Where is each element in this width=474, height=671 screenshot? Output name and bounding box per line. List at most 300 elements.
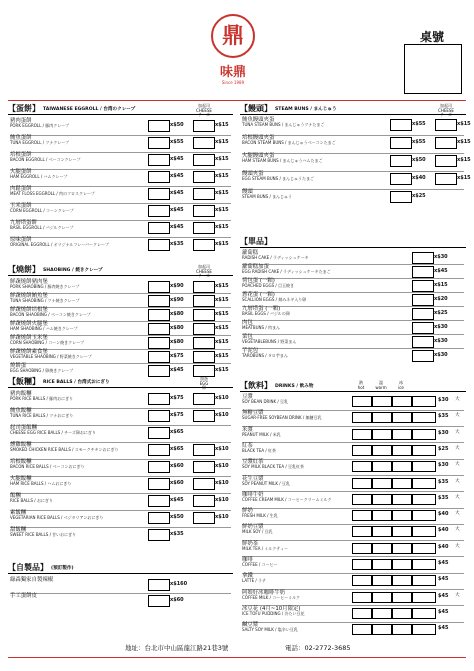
quantity-box[interactable] [148,595,170,607]
extra-price: x$15 [215,190,229,196]
item-price: x$45 [170,190,184,196]
item-name: 饅頭夾蛋 [242,171,264,177]
drink-item [240,410,466,426]
temperature-quantity-box[interactable] [392,592,412,603]
footer-phone: 電話：02-2772-3685 [285,644,351,652]
quantity-box[interactable] [390,155,412,167]
menu-item [8,493,233,510]
item-name-en: BACON EGGROLL / ベーコンクレープ [10,157,81,162]
quantity-box[interactable] [148,512,170,524]
drink-item [240,590,466,606]
item-price: x$45 [170,173,184,179]
item-price: x$60 [170,597,184,603]
menu-item [8,293,233,307]
item-name-en: BASIL EGGROLL / バジルクレープ [10,225,74,230]
quantity-box[interactable] [412,252,434,264]
item-name-en: PORK RICE BALLS / 豚肉おにぎり [10,396,74,401]
temperature-quantity-box[interactable] [352,624,372,635]
extra-quantity-box[interactable] [193,495,215,507]
extra-quantity-box[interactable] [193,205,215,217]
item-price: $45 [438,608,449,615]
item-name: 火腿饅頭夾蛋 [242,153,275,159]
extra-price: x$10 [215,514,229,520]
extra-quantity-box[interactable] [435,119,457,131]
extra-quantity-box[interactable] [193,222,215,234]
size-label: 大 [455,478,460,484]
item-price: x$45 [170,207,184,213]
item-price: $30 [438,462,449,469]
section-subtitle: (預訂製作) [51,565,74,571]
extra-quantity-box[interactable] [193,281,215,293]
temperature-quantity-box[interactable] [392,461,412,472]
item-name-en: COFFEE CREAM MILK / コーヒークリームミルク [242,496,332,502]
quantity-box[interactable] [148,120,170,132]
quantity-box[interactable] [412,543,436,554]
item-name: 飯糰 [10,493,21,499]
item-price: x$80 [170,325,184,331]
item-price: x$35 [170,531,184,537]
item-name-en: EGG SHAOBING / 卵焼きクレープ [10,368,74,373]
item-name: 手工蛋餅皮 [10,593,37,599]
temperature-header [392,381,410,390]
menu-item [8,118,233,135]
item-price: $25 [438,445,449,452]
item-price: x$80 [170,339,184,345]
quantity-box[interactable] [412,592,436,603]
footer-address: 地址：台北市中山區龍江路21巷3號 [125,644,229,652]
extra-quantity-box[interactable] [435,137,457,149]
item-price: x$25 [434,310,448,316]
quantity-box[interactable] [412,494,436,505]
extra-option-header [191,377,217,391]
extra-quantity-box[interactable] [193,461,215,473]
quantity-box[interactable] [390,191,412,203]
menu-item [240,292,466,306]
quantity-box[interactable] [412,559,436,570]
extra-quantity-box[interactable] [193,337,215,349]
temperature-quantity-box[interactable] [352,510,372,521]
extra-quantity-box[interactable] [193,393,215,405]
menu-item [8,593,233,609]
temperature-quantity-box[interactable] [352,494,372,505]
item-name: 鮮蔬燒餅鮪魚堡 [10,293,48,299]
extra-quantity-box[interactable] [435,155,457,167]
size-label: 大 [455,413,460,419]
item-name-en: HAM STEAM BUNS / まんじゅうハムたまご [242,158,323,163]
quantity-box[interactable] [412,429,436,440]
size-label: 大 [455,592,460,598]
item-price: $40 [438,511,449,518]
temperature-quantity-box[interactable] [392,396,412,407]
extra-quantity-box[interactable] [435,173,457,185]
item-name: 荷包蛋 (一顆) [242,278,275,284]
menu-item [240,348,466,362]
extra-quantity-box[interactable] [193,444,215,456]
quantity-box[interactable] [412,412,436,423]
item-price: x$80 [170,311,184,317]
temperature-quantity-box[interactable] [352,445,372,456]
temperature-quantity-box[interactable] [372,494,392,505]
item-name-en: STEAM BUNS / まんじゅう [242,194,293,199]
extra-option-label: 加起司 [198,103,210,108]
menu-item [240,264,466,278]
quantity-box[interactable] [148,478,170,490]
menu-item [240,171,471,189]
extra-price: x$15 [215,325,229,331]
section-singles [240,236,466,376]
item-name-en: TUNA RICE BALLS / ツナおにぎり [10,413,74,418]
quantity-box[interactable] [148,351,170,363]
quantity-box[interactable] [148,205,170,217]
item-name-en: SOY MILK BLACK TEA / 豆乳紅茶 [242,464,304,470]
temperature-quantity-box[interactable] [392,543,412,554]
temperature-quantity-box[interactable] [392,575,412,586]
extra-quantity-box[interactable] [193,478,215,490]
quantity-box[interactable] [148,137,170,149]
temperature-quantity-box[interactable] [392,510,412,521]
drink-item [240,573,466,589]
temperature-header [352,381,370,390]
item-name: 培根饅頭夾蛋 [242,135,275,141]
item-price: x$45 [434,268,448,274]
extra-price: x$15 [215,367,229,373]
quantity-box[interactable] [412,461,436,472]
temperature-quantity-box[interactable] [372,592,392,603]
drink-item [240,557,466,573]
quantity-box[interactable] [148,222,170,234]
menu-item [8,476,233,493]
item-name-en: BACON SHAOBING / ベーコン焼きクレープ [10,312,91,317]
quantity-box[interactable] [412,294,434,306]
item-name: 鮮奶茶 [242,540,259,547]
quantity-box[interactable] [390,173,412,185]
extra-option-header [433,104,459,118]
extra-price: x$15 [457,175,471,181]
extra-quantity-box[interactable] [193,171,215,183]
section-title: 【燒餅】 [8,265,40,274]
temperature-quantity-box[interactable] [372,526,392,537]
temperature-quantity-box[interactable] [352,575,372,586]
item-name-en: ICE TOFU PUDDING / 冷たい豆花 [242,610,305,616]
quantity-box[interactable] [390,137,412,149]
extra-price: x$15 [215,139,229,145]
temperature-quantity-box[interactable] [372,461,392,472]
quantity-box[interactable] [412,608,436,619]
extra-quantity-box[interactable] [193,154,215,166]
extra-price: x$15 [215,207,229,213]
item-name-en: ORIGINAL EGGROLL / オリジナルフレーバークレープ [10,242,109,247]
section-rule [240,391,466,392]
item-name-en: PORK EGGROLL / 豚肉クレープ [10,123,70,128]
bottom-divider [8,657,466,658]
temperature-quantity-box[interactable] [392,412,412,423]
item-price: x$55 [170,139,184,145]
item-name: 紅茶 [242,442,253,449]
temperature-quantity-box[interactable] [352,592,372,603]
temperature-quantity-box[interactable] [392,429,412,440]
quantity-box[interactable] [412,336,434,348]
extra-price: x$15 [215,339,229,345]
table-number-field[interactable] [404,44,462,94]
item-name: 鮮奶豆漿 [242,524,264,531]
item-name: 素飯糰 [10,510,27,516]
extra-option-header [191,265,217,279]
item-price: x$55 [412,121,426,127]
section-header [240,236,466,247]
temperature-quantity-box[interactable] [372,478,392,489]
quantity-box[interactable] [148,410,170,422]
quantity-box[interactable] [148,281,170,293]
temperature-quantity-box[interactable] [372,510,392,521]
temperature-quantity-box[interactable] [372,624,392,635]
item-name-en: CORN SHAOBING / コーン焼きクレープ [10,340,84,345]
quantity-box[interactable] [148,295,170,307]
quantity-box[interactable] [148,444,170,456]
item-name-en: RICE BALLS / おにぎり [10,498,53,503]
menu-item [8,220,233,237]
temperature-quantity-box[interactable] [352,412,372,423]
menu-item [8,203,233,220]
temperature-label: 溫 [379,380,383,385]
item-name-en: SOY BEAN DRINK / 豆乳 [242,399,288,404]
temperature-quantity-box[interactable] [352,608,372,619]
extra-price: x$15 [215,224,229,230]
item-name: 火腿飯糰 [10,476,32,482]
temperature-quantity-box[interactable] [392,478,412,489]
item-name: 鮮蔬燒餅培根堡 [10,307,48,313]
temperature-quantity-box[interactable] [352,396,372,407]
item-name: 芋泥包 [242,348,259,354]
item-name: 鹹豆漿 [242,622,259,629]
menu-item [8,363,233,377]
extra-quantity-box[interactable] [193,512,215,524]
item-price: x$30 [434,324,448,330]
extra-option-sub: CHEESE [438,107,454,113]
temperature-quantity-box[interactable] [372,543,392,554]
item-name: 拿鐵 [242,573,253,580]
quantity-box[interactable] [148,337,170,349]
temperature-quantity-box[interactable] [392,624,412,635]
extra-price: x$15 [215,311,229,317]
section-rule [240,247,466,248]
quantity-box[interactable] [412,266,434,278]
size-label: 大 [455,445,460,451]
item-name-en: LATTE / ラテ [242,578,266,584]
extra-option-label: 加起司 [198,264,210,269]
item-name-en: RADISH CAKE / ラディッシュケーキ [242,255,309,260]
item-name: 原味蛋餅 [10,237,32,243]
item-name: 蘿蔔糕加蛋 [242,264,269,270]
item-price: x$90 [170,283,184,289]
quantity-box[interactable] [412,396,436,407]
menu-item [8,169,233,186]
extra-quantity-box[interactable] [193,120,215,132]
extra-quantity-box[interactable] [193,239,215,251]
item-name: 九層塔蛋餅 [10,220,37,226]
quantity-box[interactable] [412,510,436,521]
item-price: x$65 [170,446,184,452]
item-name-en: SUGAR-FREE SOYBEAN DRINK / 無糖豆乳 [242,415,322,421]
temperature-quantity-box[interactable] [352,429,372,440]
item-name: 豬肉飯糰 [10,391,32,397]
temperature-sub: warm [375,384,387,390]
menu-item [8,307,233,321]
quantity-box[interactable] [148,188,170,200]
extra-quantity-box[interactable] [193,410,215,422]
extra-price: x$10 [215,480,229,486]
temperature-quantity-box[interactable] [392,445,412,456]
quantity-box[interactable] [148,323,170,335]
quantity-box[interactable] [412,575,436,586]
item-name-en: COFFEE MILK / コーヒーミルク [242,594,301,600]
section-title: 【自製品】 [8,563,48,572]
temperature-quantity-box[interactable] [392,494,412,505]
quantity-box[interactable] [148,309,170,321]
temperature-quantity-box[interactable] [372,412,392,423]
temperature-quantity-box[interactable] [392,526,412,537]
temperature-quantity-box[interactable] [352,543,372,554]
temperature-quantity-box[interactable] [372,559,392,570]
item-price: x$75 [170,395,184,401]
menu-item [240,334,466,348]
drink-item [240,476,466,492]
item-name-en: SALTY SOY MILK / 塩辛い豆乳 [242,627,298,633]
item-name: 鮮蔬燒餅火腿堡 [10,321,48,327]
item-price: x$30 [434,352,448,358]
quantity-box[interactable] [390,119,412,131]
item-name-en: SCALLION EGGS / 刻みネギ入り卵 [242,297,307,302]
quantity-box[interactable] [148,171,170,183]
item-name-en: BACON RICE BALLS / ベーコンおにぎり [10,464,85,469]
item-price: $30 [438,397,449,403]
item-price: x$160 [170,581,188,587]
temperature-quantity-box[interactable] [372,608,392,619]
temperature-sub: ice [398,384,404,390]
temperature-quantity-box[interactable] [372,575,392,586]
item-price: x$50 [170,122,184,128]
quantity-box[interactable] [148,427,170,439]
item-name: 火腿蛋餅 [10,169,32,175]
quantity-box[interactable] [148,579,170,591]
menu-item [8,349,233,363]
temperature-quantity-box[interactable] [392,608,412,619]
temperature-quantity-box[interactable] [352,478,372,489]
section-title: 【飯糰】 [8,377,40,386]
extra-price: x$15 [457,139,471,145]
item-price: $45 [438,592,449,599]
temperature-quantity-box[interactable] [352,461,372,472]
item-price: x$45 [170,156,184,162]
item-name: 蔥花蛋 (一顆) [242,292,275,298]
extra-option-sub: CHEESE [196,107,212,113]
quantity-box[interactable] [412,322,434,334]
size-label: 大 [455,494,460,500]
section-shaobing [8,264,233,377]
quantity-box[interactable] [148,461,170,473]
section-subtitle: SHAOBING / 焼きクレープ [43,267,103,273]
quantity-box[interactable] [148,154,170,166]
menu-item [240,189,466,207]
extra-quantity-box[interactable] [193,295,215,307]
drink-item [240,443,466,459]
extra-price: x$15 [215,283,229,289]
menu-item [240,135,471,153]
extra-option-sub2: チーズ [198,273,210,278]
menu-item [240,320,466,334]
item-name: 起司蛋飯糰 [10,425,37,431]
quantity-box[interactable] [412,478,436,489]
item-price: x$50 [170,514,184,520]
temperature-quantity-box[interactable] [372,396,392,407]
temperature-label: 冰 [399,380,403,385]
quantity-box[interactable] [412,308,434,320]
temperature-quantity-box[interactable] [392,559,412,570]
menu-item [8,510,233,527]
item-price: x$60 [170,480,184,486]
quantity-box[interactable] [412,445,436,456]
drink-item [240,394,466,410]
quantity-box[interactable] [148,529,170,541]
drink-item [240,606,466,622]
item-name-en: VEGETARIAN RICE BALLS / ベジタリアンおにぎり [10,515,104,520]
item-name: 阿娘好冰咖啡牛奶 [242,589,286,596]
item-name: 咖啡牛奶 [242,491,264,498]
drink-item [240,508,466,524]
extra-quantity-box[interactable] [193,137,215,149]
temperature-quantity-box[interactable] [352,559,372,570]
extra-quantity-box[interactable] [193,351,215,363]
extra-price: x$10 [215,463,229,469]
item-name-en: MEATBUNS / 肉まん [242,325,280,330]
extra-quantity-box[interactable] [193,309,215,321]
item-price: x$60 [170,463,184,469]
item-name-en: SOY PEANUT MILK / 豆乳 [242,480,290,486]
item-name: 豬肉蛋餅 [10,118,32,124]
item-price: $35 [438,494,449,501]
extra-option-sub: CHEESE [196,268,212,274]
extra-quantity-box[interactable] [193,188,215,200]
size-label: 大 [455,462,460,468]
item-name-en: SWEET RICE BALLS / 甘いおにぎり [10,532,77,537]
section-drinks [240,380,466,635]
temperature-quantity-box[interactable] [372,445,392,456]
drink-item [240,459,466,475]
section-subtitle: RICE BALLS / 台湾式おにぎり [43,379,110,385]
quantity-box[interactable] [148,495,170,507]
item-name: 菜包 [242,334,253,340]
item-price: $30 [438,429,449,436]
quantity-box[interactable] [412,350,434,362]
menu-item [8,442,233,459]
temperature-quantity-box[interactable] [352,526,372,537]
quantity-box[interactable] [412,624,436,635]
brand-name: 味鼎 [219,65,246,80]
item-name-en: HAM SHAOBING / ハム焼きクレープ [10,326,78,331]
item-name: 鮮奶 [242,508,253,515]
quantity-box[interactable] [148,393,170,405]
item-name-en: TUNA STEAM BUNS / まんじゅうツナたまご [242,122,325,127]
quantity-box[interactable] [412,280,434,292]
quantity-box[interactable] [148,239,170,251]
drink-item [240,492,466,508]
item-price: x$15 [434,282,448,288]
size-label: 大 [455,527,460,533]
quantity-box[interactable] [412,526,436,537]
item-price: x$75 [170,412,184,418]
size-label: 大 [455,397,460,402]
temperature-quantity-box[interactable] [372,429,392,440]
extra-quantity-box[interactable] [193,323,215,335]
